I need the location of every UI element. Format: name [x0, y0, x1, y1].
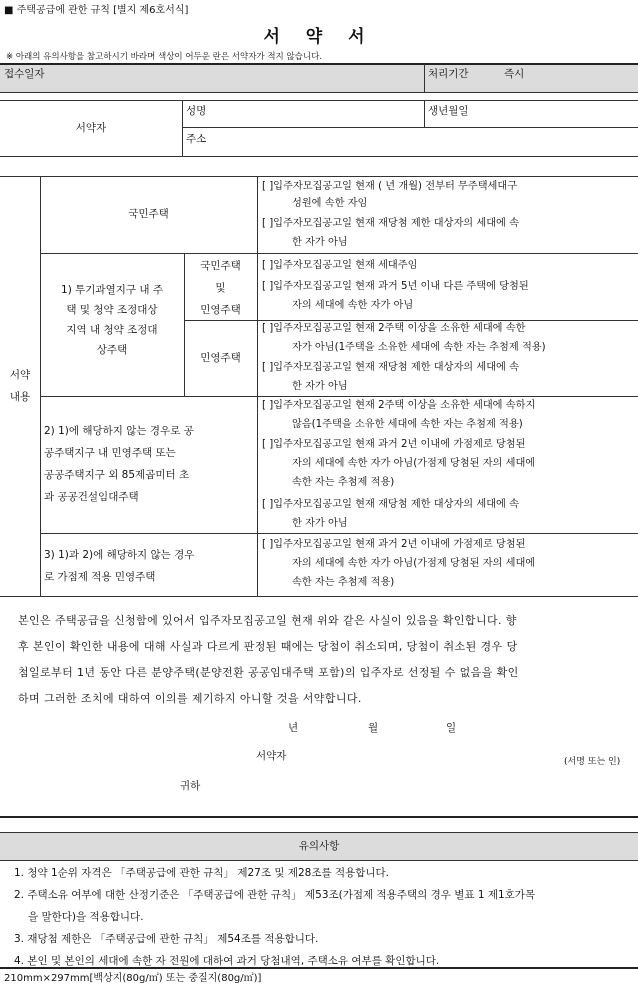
category-line: 상주택	[96, 344, 128, 356]
category-line: 1) 투기과열지구 내 주	[61, 284, 163, 296]
addressee-label: 귀하	[180, 780, 201, 792]
birth-date-field[interactable]	[428, 113, 634, 125]
checkbox-item[interactable]: [ ]입주자모집공고일 현재 ( 년 개월) 전부터 무주택세대구	[262, 181, 518, 192]
notes-list	[14, 862, 634, 972]
name-label: 성명	[186, 105, 207, 117]
checkbox-item-cont: 않음(1주택을 소유한 세대에 속한 자는 추첨제 적용)	[292, 419, 523, 430]
category-line: 지역 내 청약 조정대	[66, 324, 158, 336]
note-item: 2. 주택소유 여부에 대한 산정기준은 「주택공급에 관한 규칙」 제53조(가점제 적용주택의 경우 별표 1 제1호가목	[14, 889, 536, 901]
checkbox-item[interactable]: [ ]입주자모집공고일 현재 과거 2년 이내에 가점제로 당첨된	[262, 439, 526, 450]
receipt-date-label: 접수일자	[4, 68, 45, 80]
category-line: 과 공공건설임대주택	[44, 491, 139, 503]
checkbox-item[interactable]: [ ]입주자모집공고일 현재 재당첨 제한 대상자의 세대에 속	[262, 362, 519, 373]
declaration-text	[18, 608, 628, 712]
birth-date-label: 생년월일	[428, 105, 469, 117]
sign-note: (서명 또는 인)	[564, 757, 621, 767]
checkbox-item[interactable]: [ ]입주자모집공고일 현재 과거 5년 이내 다른 주택에 당첨된	[262, 281, 529, 292]
checkbox-item-cont: 한 자가 아님	[292, 381, 348, 392]
declaration-line: 하며 그러한 조치에 대하여 이의를 제기하지 아니할 것을 서약합니다.	[18, 692, 362, 705]
sub-category-line: 국민주택	[200, 260, 241, 272]
sub-category-line: 민영주택	[200, 304, 241, 316]
sub-category-national-private	[184, 255, 257, 321]
notes-title: 유의사항	[298, 840, 340, 852]
checkbox-item[interactable]: [ ]입주자모집공고일 현재 과거 2년 이내에 가점제로 당첨된	[262, 539, 526, 550]
category-line: 택 및 청약 조정대상	[66, 304, 158, 316]
address-field[interactable]	[220, 130, 634, 152]
date-day-label: 일	[446, 722, 457, 734]
document-title: 서 약 서	[263, 27, 375, 47]
instruction-note: ※ 아래의 유의사항을 참고하시기 바라며 색상이 어두운 란은 서약자가 적지 않습니다.	[6, 52, 323, 62]
date-month-label: 월	[368, 722, 379, 734]
category-public-housing	[44, 420, 254, 508]
declaration-line: 후 본인이 확인한 내용에 대해 사실과 다르게 판정된 때에는 당첨이 취소되며, 당첨이 취소된 경우 당	[18, 640, 518, 653]
category-line: 로 가점제 적용 민영주택	[44, 571, 156, 583]
pledger-label: 서약자	[75, 122, 107, 134]
category-point-system	[44, 544, 254, 588]
content-label-1: 서약	[9, 369, 31, 381]
checkbox-item-cont: 자의 세대에 속한 자가 아님	[292, 300, 414, 311]
checkbox-item-cont: 자의 세대에 속한 자가 아님(가점제 당첨된 자의 세대에	[292, 458, 536, 469]
checkbox-item[interactable]: [ ]입주자모집공고일 현재 재당첨 제한 대상자의 세대에 속	[262, 218, 519, 229]
checkbox-item-cont: 속한 자는 추첨제 적용)	[292, 577, 395, 588]
category-line: 공주택지구 내 민영주택 또는	[44, 447, 176, 459]
sub-category-private: 민영주택	[200, 352, 241, 364]
checkbox-item-cont: 한 자가 아님	[292, 237, 348, 248]
receipt-row	[0, 64, 638, 92]
date-year-label: 년	[288, 722, 299, 734]
checkbox-item[interactable]: [ ]입주자모집공고일 현재 재당첨 제한 대상자의 세대에 속	[262, 499, 519, 510]
category-line: 3) 1)과 2)에 해당하지 않는 경우	[44, 549, 195, 561]
checkbox-item[interactable]: [ ]입주자모집공고일 현재 2주택 이상을 소유한 세대에 속하지	[262, 400, 536, 411]
checkbox-item-cont: 속한 자는 추첨제 적용)	[292, 477, 395, 488]
signer-label: 서약자	[256, 750, 287, 762]
checkbox-item[interactable]: [ ]입주자모집공고일 현재 2주택 이상을 소유한 세대에 속한	[262, 323, 526, 334]
processing-period-label: 처리기간	[428, 68, 469, 80]
note-item: 4. 본인 및 본인의 세대에 속한 자 전원에 대하여 과거 당첨내역, 주택소유 여부를 확인합니다.	[14, 955, 440, 967]
category-regulated-area	[40, 280, 184, 360]
processing-period-value: 즉시	[504, 68, 525, 80]
checkbox-item-cont: 자가 아님(1주택을 소유한 세대에 속한 자는 추첨제 적용)	[292, 342, 546, 353]
sub-category-line: 및	[215, 282, 226, 294]
paper-spec-footer: 210mm×297mm[백상지(80g/㎡) 또는 중질지(80g/㎡)]	[4, 973, 262, 984]
name-field[interactable]	[186, 113, 420, 125]
checkbox-item-cont: 자의 세대에 속한 자가 아님(가점제 당첨된 자의 세대에	[292, 558, 536, 569]
address-label: 주소	[186, 133, 207, 145]
note-item: 3. 재당첨 제한은 「주택공급에 관한 규칙」 제54조를 적용합니다.	[14, 933, 319, 945]
signature-field[interactable]	[310, 746, 550, 766]
checkbox-item[interactable]: [ ]입주자모집공고일 현재 세대주임	[262, 260, 418, 271]
declaration-line: 첨일로부터 1년 동안 다른 분양주택(분양전환 공공임대주택 포함)의 입주자로 선정될 수 없음을 확인	[18, 666, 519, 679]
category-national-housing: 국민주택	[128, 208, 169, 220]
category-line: 공공주택지구 외 85제곱미터 초	[44, 469, 190, 481]
content-label-2: 내용	[9, 391, 31, 403]
declaration-line: 본인은 주택공급을 신청함에 있어서 입주자모집공고일 현재 위와 같은 사실이 있음을 확인합니다. 향	[18, 614, 517, 627]
note-item: 1. 청약 1순위 자격은 「주택공급에 관한 규칙」 제27조 및 제28조를 적용합니다.	[14, 867, 389, 879]
form-reference: ■ 주택공급에 관한 규칙 [별지 제6호서식]	[4, 5, 189, 16]
checkbox-item-cont: 성원에 속한 자임	[292, 198, 368, 209]
checkbox-item-cont: 한 자가 아님	[292, 518, 348, 529]
note-item-cont: 을 말한다)을 적용합니다.	[28, 911, 144, 923]
category-line: 2) 1)에 해당하지 않는 경우로 공	[44, 425, 194, 437]
